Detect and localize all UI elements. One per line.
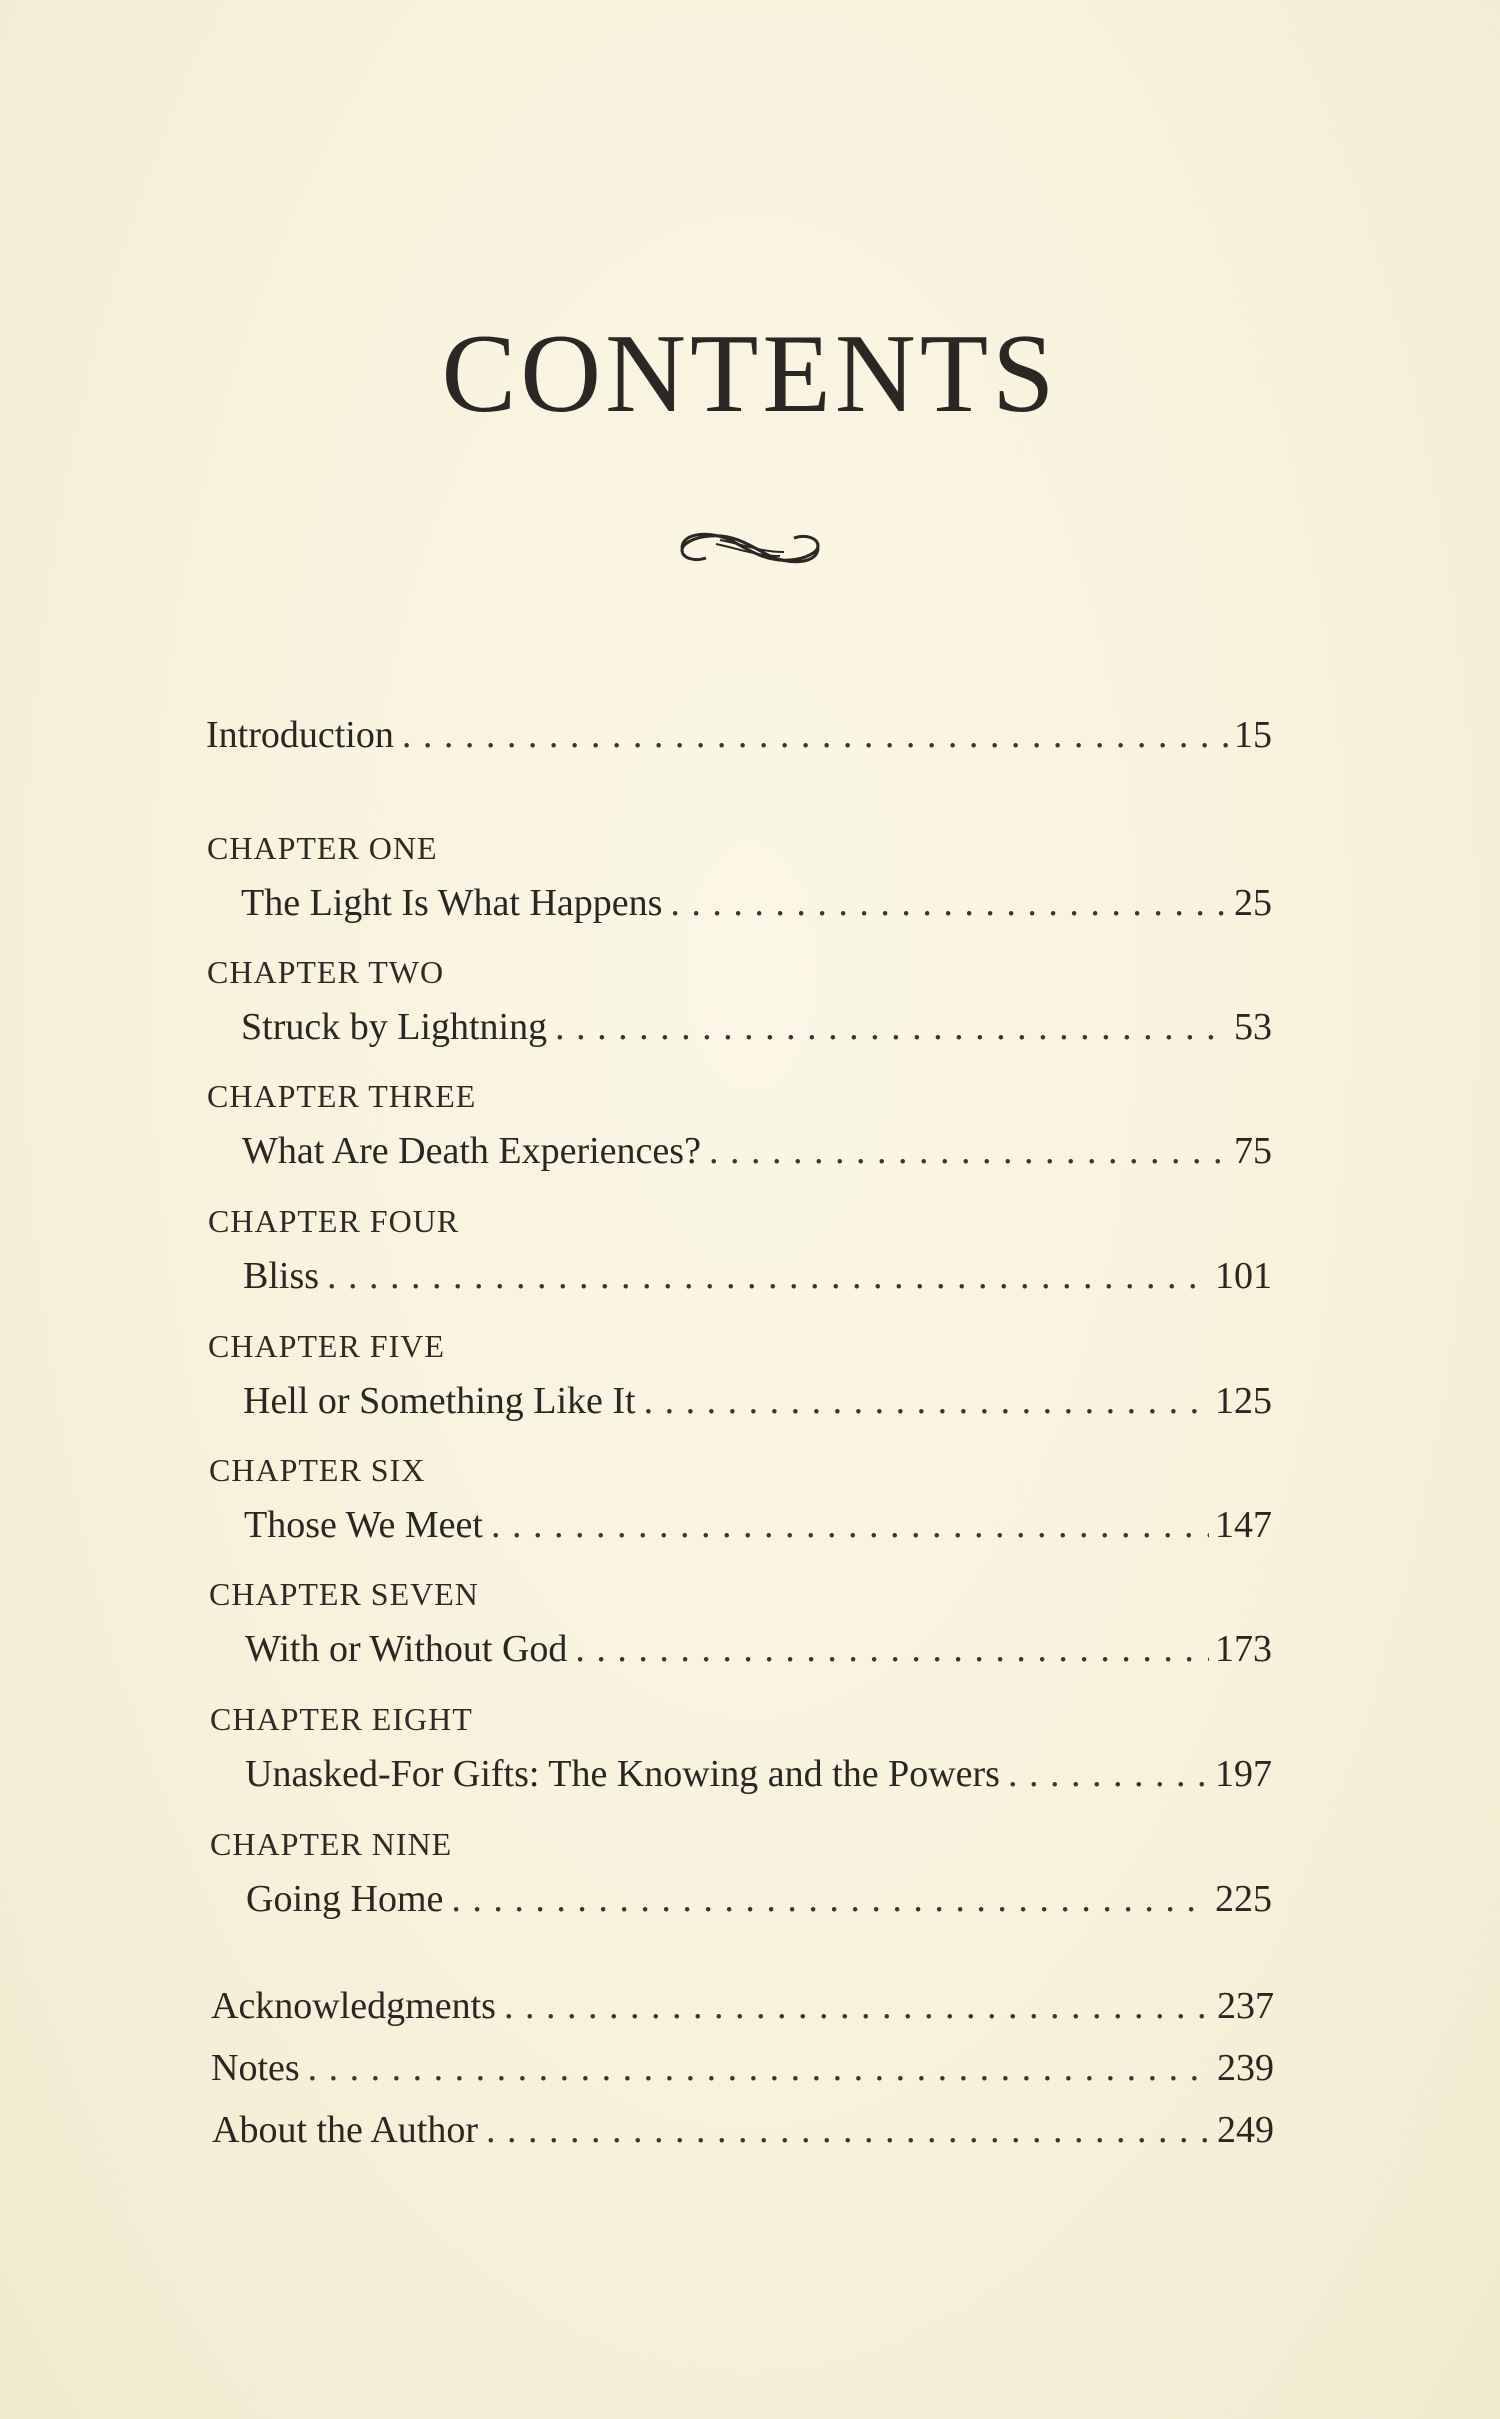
dot-leader — [451, 1880, 1209, 1918]
toc-entry-introduction[interactable] — [206, 716, 1272, 754]
dot-leader — [308, 2049, 1211, 2087]
entry-title: Unasked-For Gifts: The Knowing and the Powers — [245, 1753, 1000, 1795]
toc-entry-about-the-author[interactable] — [212, 2111, 1274, 2149]
chapter-number-label: CHAPTER FIVE — [208, 1328, 445, 1364]
dot-leader — [1008, 1755, 1209, 1793]
entry-page-number: 15 — [1234, 714, 1272, 756]
entry-title: Hell or Something Like It — [243, 1380, 636, 1422]
chapter-number-label: CHAPTER SEVEN — [209, 1576, 479, 1612]
entry-title: With or Without God — [245, 1628, 568, 1670]
entry-title: Acknowledgments — [211, 1985, 496, 2027]
entry-page-number: 225 — [1215, 1878, 1272, 1920]
toc-entry-chapter-3[interactable] — [242, 1132, 1272, 1170]
chapter-number-label: CHAPTER THREE — [207, 1078, 477, 1114]
toc-entry-chapter-1[interactable] — [241, 884, 1272, 922]
entry-page-number: 237 — [1217, 1985, 1274, 2027]
dot-leader — [670, 884, 1228, 922]
toc-entry-acknowledgments[interactable] — [211, 1987, 1274, 2025]
entry-title: About the Author — [212, 2109, 478, 2151]
entry-page-number: 239 — [1217, 2047, 1274, 2089]
entry-page-number: 173 — [1215, 1628, 1272, 1670]
toc-entry-chapter-4[interactable] — [243, 1257, 1272, 1295]
entry-title: Notes — [211, 2047, 300, 2089]
dot-leader — [327, 1257, 1209, 1295]
entry-page-number: 101 — [1215, 1255, 1272, 1297]
dot-leader — [555, 1008, 1228, 1046]
entry-title: Going Home — [246, 1878, 444, 1920]
chapter-number-label: CHAPTER ONE — [207, 830, 438, 866]
entry-title: Introduction — [206, 714, 394, 756]
entry-page-number: 53 — [1234, 1006, 1272, 1048]
toc-entry-chapter-9[interactable] — [246, 1880, 1272, 1918]
dot-leader — [491, 1506, 1209, 1544]
entry-title: What Are Death Experiences? — [242, 1130, 701, 1172]
chapter-number-label: CHAPTER NINE — [210, 1826, 453, 1862]
entry-title: Struck by Lightning — [241, 1006, 548, 1048]
toc-entry-notes[interactable] — [211, 2049, 1274, 2087]
entry-page-number: 197 — [1215, 1753, 1272, 1795]
chapter-number-label: CHAPTER TWO — [207, 954, 445, 990]
dot-leader — [486, 2111, 1211, 2149]
entry-title: Bliss — [243, 1255, 320, 1297]
entry-title: The Light Is What Happens — [241, 882, 663, 924]
toc-entry-chapter-5[interactable] — [243, 1382, 1272, 1420]
entry-page-number: 25 — [1234, 882, 1272, 924]
chapter-number-label: CHAPTER SIX — [209, 1452, 426, 1488]
flourish-ornament-icon — [672, 518, 828, 578]
dot-leader — [644, 1382, 1209, 1420]
page-title: CONTENTS — [441, 312, 1059, 436]
entry-page-number: 75 — [1234, 1130, 1272, 1172]
toc-entry-chapter-7[interactable] — [245, 1630, 1272, 1668]
entry-title: Those We Meet — [244, 1504, 483, 1546]
toc-entry-chapter-8[interactable] — [245, 1755, 1272, 1793]
entry-page-number: 249 — [1217, 2109, 1274, 2151]
toc-entry-chapter-6[interactable] — [244, 1506, 1272, 1544]
toc-entry-chapter-2[interactable] — [241, 1008, 1272, 1046]
chapter-number-label: CHAPTER FOUR — [208, 1203, 460, 1239]
entry-page-number: 125 — [1215, 1380, 1272, 1422]
dot-leader — [402, 716, 1228, 754]
dot-leader — [575, 1630, 1209, 1668]
chapter-number-label: CHAPTER EIGHT — [210, 1701, 473, 1737]
dot-leader — [504, 1987, 1211, 2025]
dot-leader — [709, 1132, 1228, 1170]
entry-page-number: 147 — [1215, 1504, 1272, 1546]
